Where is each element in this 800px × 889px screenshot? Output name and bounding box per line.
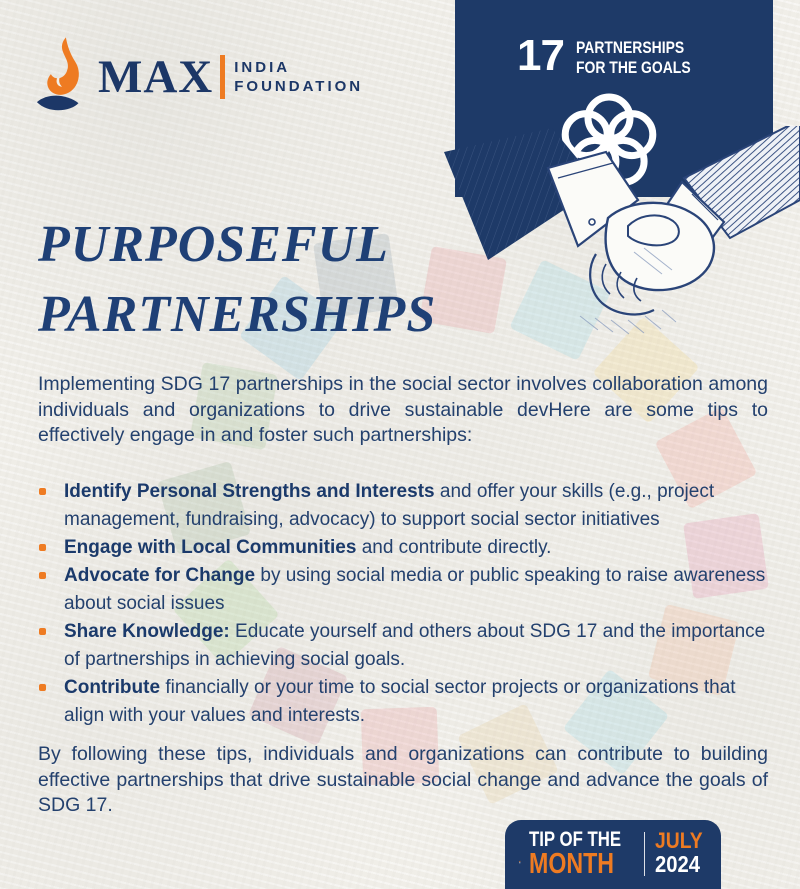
- badge-line1: TIP OF THE: [528, 828, 621, 851]
- bullet-square-icon: [39, 628, 46, 635]
- handshake-illustration: [430, 126, 800, 344]
- max-india-foundation-logo: [34, 34, 363, 120]
- logo-divider-bar: [220, 55, 225, 99]
- badge-line2: MONTH: [528, 848, 614, 880]
- list-item: Identify Personal Strengths and Interests and offer your skills (e.g., project management, fundraising, advocacy) to support social sector initiatives: [36, 478, 774, 534]
- tips-list: [36, 478, 774, 730]
- bullet-square-icon: [39, 488, 46, 495]
- sdg-goal-label-line1: PARTNERSHIPS: [575, 38, 685, 57]
- logo-brand-text: MAX: [98, 50, 214, 103]
- badge-month: JULY: [654, 828, 703, 853]
- list-item: Share Knowledge: Educate yourself and others about SDG 17 and the importance of partnerships in achieving social goals.: [36, 618, 774, 674]
- pen-nib-icon: [519, 831, 521, 889]
- bullet-square-icon: [39, 544, 46, 551]
- closing-paragraph: By following these tips, individuals and organizations can contribute to building effective partnerships that drive sustainable social change and advance the goals of SDG 17.: [38, 743, 768, 816]
- badge-year: 2024: [654, 851, 700, 877]
- list-item: Contribute financially or your time to social sector projects or organizations that align with your values and interests.: [36, 674, 774, 730]
- sdg-goal-label-line2: FOR THE GOALS: [575, 58, 691, 77]
- logo-org-line2: FOUNDATION: [234, 78, 364, 95]
- sdg-goal-number: 17: [517, 31, 564, 80]
- page-title-line1: PURPOSEFUL: [38, 216, 389, 273]
- tip-of-month-badge: [505, 820, 721, 889]
- page-title-line2: PARTNERSHIPS: [38, 286, 437, 343]
- bullet-square-icon: [39, 572, 46, 579]
- list-item: Engage with Local Communities and contribute directly.: [36, 534, 774, 562]
- list-item: Advocate for Change by using social media or public speaking to raise awareness about social issues: [36, 562, 774, 618]
- flame-icon: [34, 34, 92, 120]
- page-title: [38, 210, 436, 350]
- intro-paragraph: Implementing SDG 17 partnerships in the social sector involves collaboration among individuals and organizations to drive sustainable devHere are some tips to effectively engage in and foster such partnerships:: [38, 373, 768, 446]
- bullet-square-icon: [39, 684, 46, 691]
- logo-org-line1: INDIA: [234, 59, 291, 76]
